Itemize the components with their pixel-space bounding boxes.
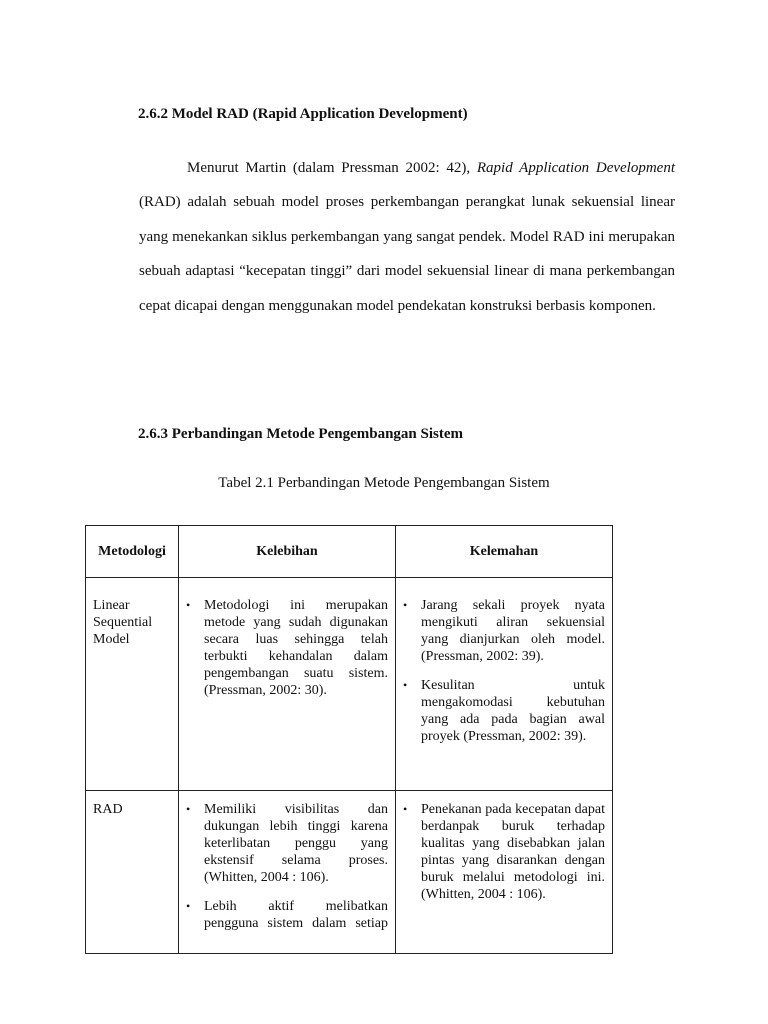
bullet-icon: • [186, 802, 191, 816]
list-item [186, 898, 388, 932]
bullet-icon: • [186, 598, 191, 612]
list-item [403, 597, 605, 665]
list-item-text: Penekanan pada kecepatan dapat berdanpak buruk terhadap kualitas yang disebabkan jalan pintas yang disarankan dengan buruk melalui metodologi ini. (Whitten, 2004 : 106). [421, 802, 605, 902]
bullet-icon: • [186, 899, 191, 913]
cell-method: Linear Sequential Model [86, 578, 179, 791]
cell-kelemahan [396, 791, 613, 954]
cell-kelebihan [179, 578, 396, 791]
list-item-text: Lebih aktif melibatkan pengguna sistem dalam setiap [204, 899, 388, 931]
comparison-table [85, 525, 613, 954]
bullet-icon: • [403, 802, 408, 816]
heading-perbandingan: 2.6.3 Perbandingan Metode Pengembangan Sistem [138, 426, 464, 442]
header-metodologi: Metodologi [86, 526, 179, 578]
list-item-text: Metodologi ini merupakan metode yang sudah digunakan secara luas sehingga telah terbukti kehandalan dalam pengembangan suatu sistem. (Pressman, 2002: 30). [204, 598, 388, 698]
list-item [403, 801, 605, 903]
table-caption: Tabel 2.1 Perbandingan Metode Pengembangan Sistem [218, 475, 550, 491]
list-item [403, 677, 605, 745]
heading-model-rad: 2.6.2 Model RAD (Rapid Application Development) [138, 106, 468, 122]
list-item-text: Jarang sekali proyek nyata mengikuti aliran sekuensial yang dianjurkan oleh model. (Pressman, 2002: 39). [421, 598, 605, 664]
list-item-text: Kesulitan untuk mengakomodasi kebutuhan yang ada pada bagian awal proyek (Pressman, 2002: 39). [421, 678, 605, 744]
header-kelemahan: Kelemahan [396, 526, 613, 578]
table-header-row [86, 526, 613, 578]
list-item [186, 597, 388, 699]
paragraph-rad-definition [139, 151, 675, 323]
header-kelebihan: Kelebihan [179, 526, 396, 578]
table-row [86, 791, 613, 954]
paragraph-italic-term: Rapid Application Development [476, 160, 675, 176]
list-item-text: Memiliki visibilitas dan dukungan lebih tinggi karena keterlibatan penggu yang ekstensif selama proses. (Whitten, 2004 : 106). [204, 802, 388, 885]
cell-method: RAD [86, 791, 179, 954]
paragraph-body: (RAD) adalah sebuah model proses perkembangan perangkat lunak sekuensial linear yang menekankan siklus perkembangan yang sangat pendek. Model RAD ini merupakan sebuah adaptasi “kecepatan tinggi” dari model sekuensial linear di mana perkembangan cepat dicapai dengan menggunakan model pendekatan konstruksi berbasis komponen. [139, 194, 675, 314]
table-row [86, 578, 613, 791]
paragraph-intro: Menurut Martin (dalam Pressman 2002: 42), [187, 160, 477, 176]
bullet-icon: • [403, 598, 408, 612]
cell-kelemahan [396, 578, 613, 791]
cell-kelebihan [179, 791, 396, 954]
list-item [186, 801, 388, 886]
bullet-icon: • [403, 678, 408, 692]
